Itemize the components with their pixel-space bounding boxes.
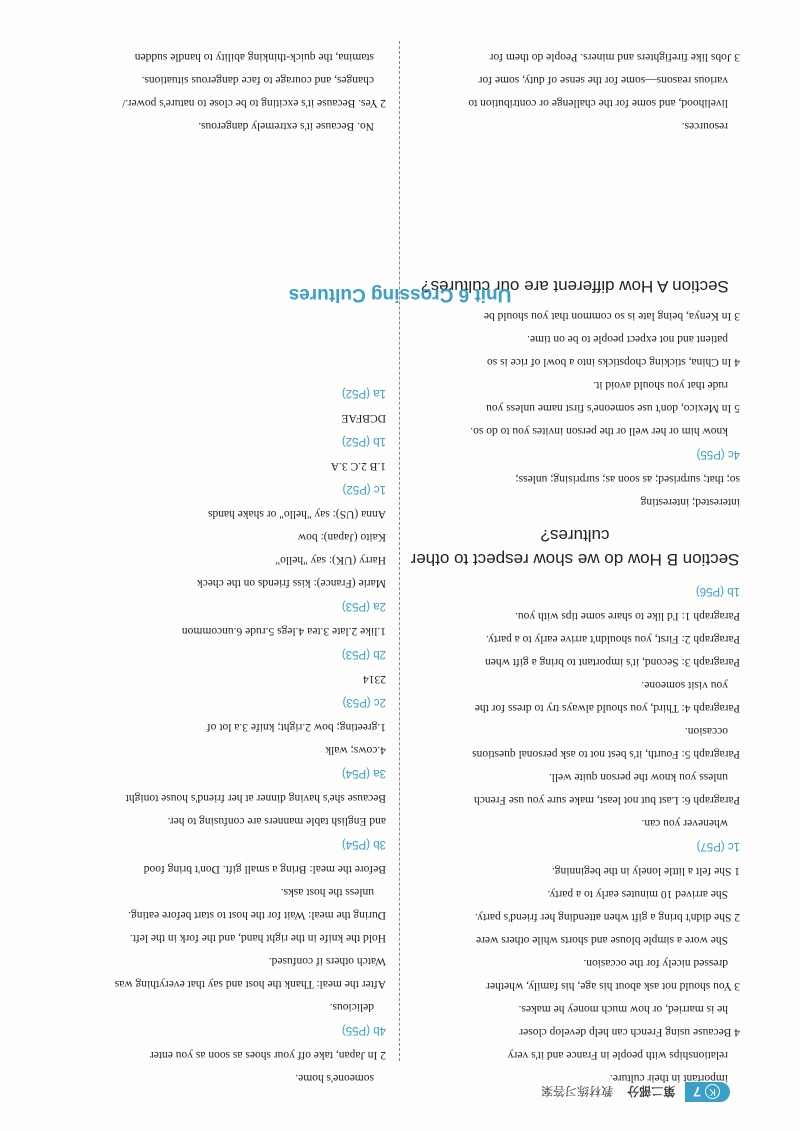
line: changes, and courage to face dangerous situations. bbox=[141, 74, 374, 86]
section-b-title: Section B How do we show respect to other cultures? bbox=[410, 526, 740, 569]
line: 5 In Mexico, don't use someone's first name unless you bbox=[486, 402, 740, 414]
line: Paragraph 4: Third, you should always try to dress for the bbox=[474, 702, 740, 714]
line: Paragraph 3: Second, it's important to bring a gift when bbox=[484, 656, 740, 668]
line: someone's home. bbox=[295, 1072, 374, 1084]
line: delicious. bbox=[329, 1001, 374, 1013]
line: Kaito (Japan): bow bbox=[297, 531, 386, 543]
line: Anna (US): say "hello" or shake hands bbox=[207, 508, 386, 520]
exercise-tag: 1b (P56) bbox=[695, 585, 740, 597]
line: whenever you can. bbox=[641, 817, 728, 829]
line: rude that you should avoid it. bbox=[593, 379, 728, 391]
exercise-tag: 1a (P52) bbox=[341, 387, 386, 399]
line: After the meal: Thank the host and say that everything was bbox=[114, 978, 386, 990]
line: various reasons—some for the sense of duty, some for bbox=[478, 74, 728, 86]
exercise-tag: 4b (P55) bbox=[341, 1024, 386, 1036]
header-part: 第二部分 bbox=[627, 1084, 676, 1099]
exercise-tag: 3b (P54) bbox=[341, 838, 386, 850]
line: livelihood, and some for the challenge or contribution to bbox=[468, 97, 728, 109]
line: 4.cows; walk bbox=[325, 744, 386, 756]
line: relationships with people in France and it's very bbox=[507, 1049, 728, 1061]
exercise-tag: 4c (P55) bbox=[696, 448, 740, 460]
line: 1.B 2.C 3.A bbox=[330, 460, 386, 472]
line: Paragraph 6: Last but not least, make sure you use French bbox=[473, 794, 740, 806]
line: 2 In Japan, take off your shoes as soon as you enter bbox=[149, 1049, 386, 1061]
line: dressed nicely for the occasion. bbox=[583, 957, 728, 969]
line: unless the host asks. bbox=[280, 886, 374, 898]
line: Watch others if confused. bbox=[268, 955, 386, 967]
line: DCBFAE bbox=[341, 412, 386, 424]
line: During the meal: Wait for the host to start before eating. bbox=[128, 909, 386, 921]
line: Hold the knife in the right hand, and the fork in the left. bbox=[129, 932, 386, 944]
exercise-tag: 1c (P52) bbox=[342, 483, 386, 495]
right-column bbox=[56, 381, 386, 1089]
line: 4 Because using French can help develop closer bbox=[519, 1026, 740, 1038]
line: Paragraph 5: Fourth, it's best not to ask personal questions bbox=[472, 748, 740, 760]
line: She arrived 10 minutes early to a party. bbox=[547, 888, 728, 900]
exercise-tag: 2a (P53) bbox=[341, 600, 386, 612]
section-a-title: Section A How different are our cultures? bbox=[421, 277, 729, 296]
column-divider bbox=[399, 41, 400, 1061]
line: No. Because it's extremely dangerous. bbox=[198, 120, 374, 132]
line: important in their culture. bbox=[609, 1072, 728, 1084]
line: 3 In Kenya, being late is so common that you should be bbox=[483, 310, 740, 322]
line: 1 She felt a little lonely in the beginning. bbox=[551, 865, 740, 877]
line: patient and not expect people to be on time. bbox=[527, 333, 728, 345]
line: Before the meal: Bring a small gift. Don't bring food bbox=[143, 863, 386, 875]
line: 4 In China, sticking chopsticks into a bowl of rice is so bbox=[487, 356, 740, 368]
line: unless you know the person quite well. bbox=[548, 771, 728, 783]
exercise-tag: 2c (P53) bbox=[342, 696, 386, 708]
line: Paragraph 2: First, you shouldn't arrive early to a party. bbox=[486, 633, 740, 645]
exercise-tag: 3a (P54) bbox=[341, 767, 386, 779]
line: Because she's having dinner at her friend's house tonight bbox=[125, 792, 386, 804]
exercise-tag: 1b (P52) bbox=[341, 435, 386, 447]
line: know him or her well or the person invites you to do so. bbox=[470, 425, 728, 437]
line: She wore a simple blouse and shorts while others were bbox=[476, 934, 728, 946]
line: and English table manners are confusing to her. bbox=[167, 815, 386, 827]
left-bottom-block bbox=[410, 45, 740, 137]
line: 3 Jobs like firefighters and miners. People do them for bbox=[489, 51, 740, 63]
line: 1.greeting; bow 2.right; knife 3.a lot of bbox=[206, 721, 386, 733]
line: 2 Yes. Because it's exciting to be close to nature's power./ bbox=[122, 97, 386, 109]
unit-title: Unit 6 Crossing Cultures bbox=[288, 284, 512, 305]
line: occasion. bbox=[684, 725, 728, 737]
line: resources. bbox=[681, 120, 728, 132]
page-number: 7 bbox=[693, 1084, 701, 1100]
line: 3 You should not ask about his age, his family, whether bbox=[486, 980, 740, 992]
line: you visit someone. bbox=[641, 679, 728, 691]
line: interested; interesting bbox=[640, 496, 740, 508]
line: 2314 bbox=[363, 673, 386, 685]
line: stamina, the quick-thinking ability to handle sudden bbox=[134, 51, 374, 63]
line: he is married, or how much money he makes. bbox=[518, 1003, 728, 1015]
line: Paragraph 1: I'd like to share some tips with you. bbox=[514, 610, 740, 622]
line: so; that; surprised; as soon as; surprising; unless; bbox=[515, 473, 740, 485]
exercise-tag: 1c (P57) bbox=[696, 840, 740, 852]
left-column bbox=[410, 264, 740, 1089]
line: Harry (UK): say "hello" bbox=[275, 554, 386, 566]
line: Marie (France): kiss friends on the check bbox=[196, 577, 386, 589]
line: 2 She didn't bring a gift when attending her friend's party. bbox=[475, 911, 740, 923]
right-bottom-block bbox=[56, 45, 386, 137]
page-letter: K bbox=[705, 1085, 720, 1100]
exercise-tag: 2b (P53) bbox=[341, 648, 386, 660]
header-title: 教材练习答案 bbox=[541, 1084, 614, 1099]
line: 1.like 2.late 3.tea 4.legs 5.rude 6.uncommon bbox=[181, 625, 386, 637]
